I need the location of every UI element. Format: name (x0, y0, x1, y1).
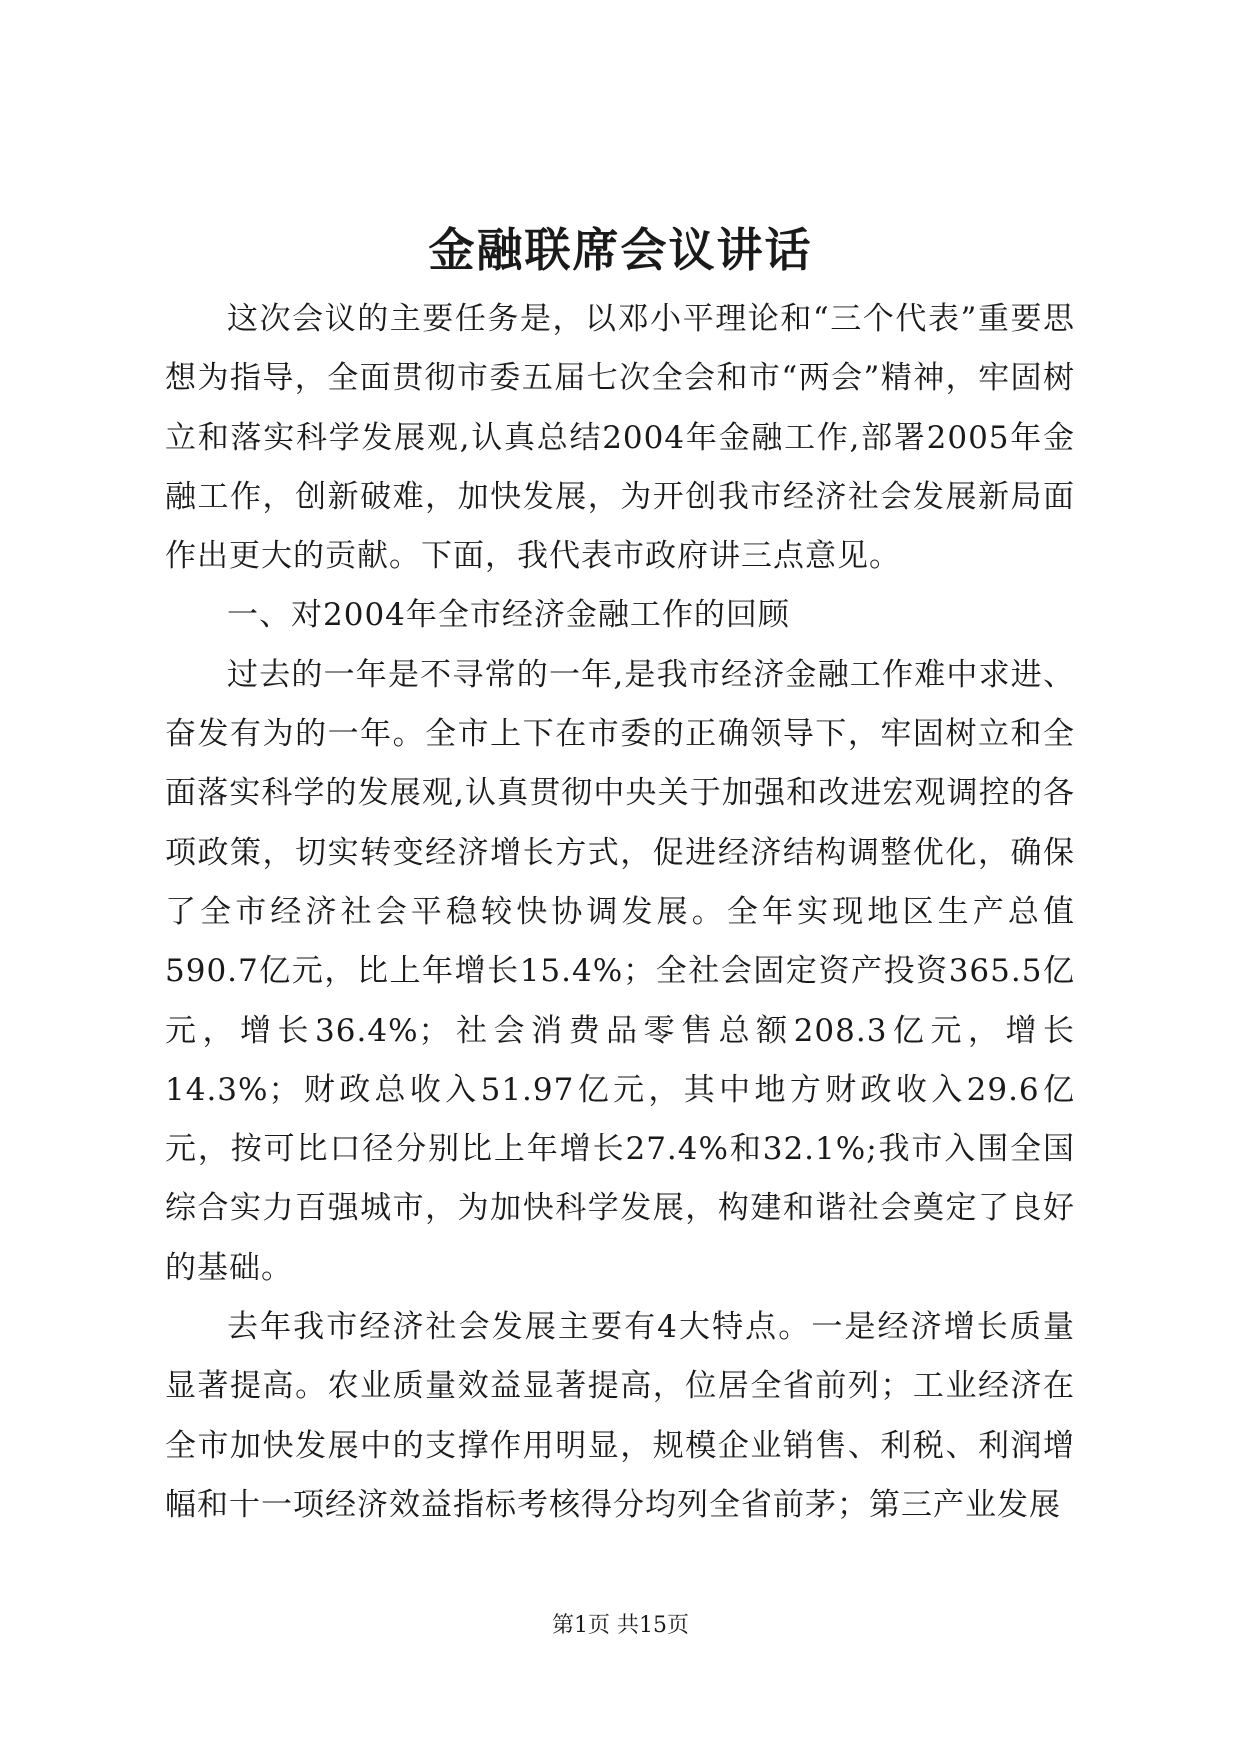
paragraph-features: 去年我市经济社会发展主要有4大特点。一是经济增长质量显著提高。农业质量效益显著提高，位居全省前列；工业经济在全市加快发展中的支撑作用明显，规模企业销售、利税、利润增幅和十一项经济效益指标考核得分均列全省前茅；第三产业发展 (165, 1309, 1075, 1523)
page-footer: 第1页 共15页 (552, 1613, 689, 1638)
document-title: 金融联席会议讲话 (428, 223, 813, 277)
document-body (165, 290, 1075, 1535)
paragraph-intro: 这次会议的主要任务是，以邓小平理论和“三个代表”重要思想为指导，全面贯彻市委五届七次全会和市“两会”精神，牢固树立和落实科学发展观,认真总结2004年金融工作,部署2005年金融工作，创新破难，加快发展，为开创我市经济社会发展新局面作出更大的贡献。下面，我代表市政府讲三点意见。 (165, 301, 1075, 575)
paragraph-review: 过去的一年是不寻常的一年,是我市经济金融工作难中求进、奋发有为的一年。全市上下在市委的正确领导下，牢固树立和全面落实科学的发展观,认真贯彻中央关于加强和改进宏观调控的各项政策，切实转变经济增长方式，促进经济结构调整优化，确保了全市经济社会平稳较快协调发展。全年实现地区生产总值590.7亿元，比上年增长15.4%；全社会固定资产投资365.5亿元，增长36.4%；社会消费品零售总额208.3亿元，增长14.3%；财政总收入51.97亿元，其中地方财政收入29.6亿元，按可比口径分别比上年增长27.4%和32.1%;我市入围全国综合实力百强城市，为加快科学发展，构建和谐社会奠定了良好的基础。 (165, 656, 1075, 1286)
section-heading-1: 一、对2004年全市经济金融工作的回顾 (227, 597, 790, 634)
